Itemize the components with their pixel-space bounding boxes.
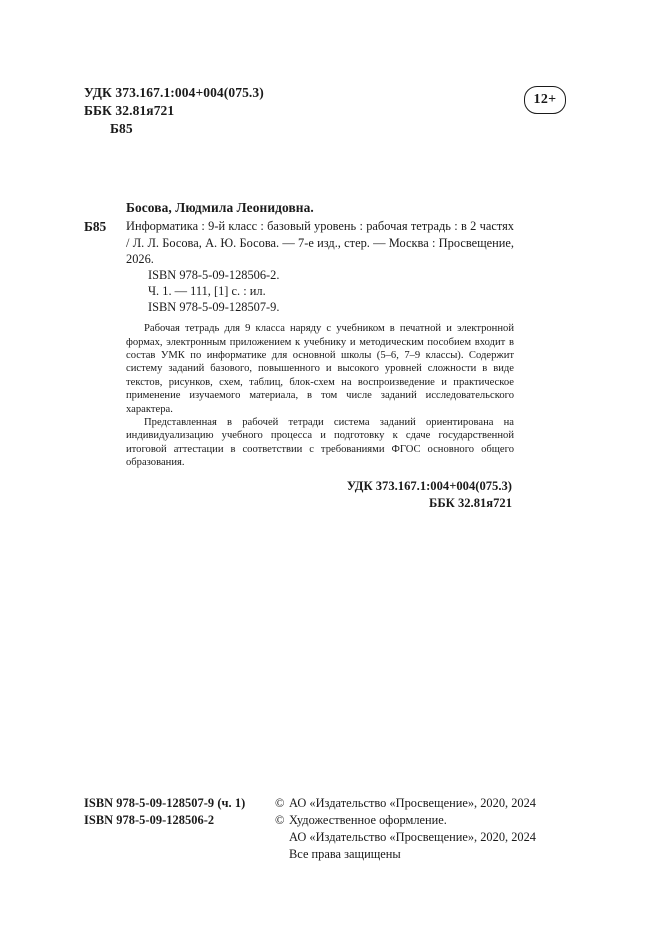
classification-block	[84, 84, 264, 137]
bbk-code: ББК 32.81я721	[84, 102, 175, 118]
rights-text: Художественное оформление.	[289, 812, 447, 827]
footer-rights-column	[275, 795, 536, 862]
age-rating-label: 12+	[533, 92, 557, 107]
annotation-paragraph-2: Представленная в рабочей тетради система заданий ориентирована на индивидуализацию учебного процесса и подготовку к сдаче государственной итоговой аттестации в соответствии с требованиями ФГОС основного общего образования.	[126, 416, 514, 469]
record-title-row	[84, 218, 514, 266]
rights-line	[275, 795, 536, 812]
record-isbn-part: ISBN 978-5-09-128507-9.	[148, 300, 280, 315]
copyright-icon: ©	[275, 796, 285, 810]
udk-code: УДК 373.167.1:004+004(075.3)	[84, 85, 264, 100]
record-volume-info: Ч. 1. — 111, [1] с. : ил.	[148, 283, 266, 298]
bbk-code-repeat: ББК 32.81я721	[429, 495, 512, 510]
rights-line	[275, 829, 536, 846]
rights-line	[275, 846, 536, 863]
footer-block	[84, 795, 536, 862]
age-rating-badge	[524, 86, 566, 114]
record-author: Босова, Людмила Леонидовна.	[126, 200, 314, 215]
record-shelf-code: Б85	[84, 219, 107, 235]
rights-text: АО «Издательство «Просвещение», 2020, 2024	[289, 829, 536, 844]
footer-isbn-part: ISBN 978-5-09-128507-9 (ч. 1)	[84, 796, 246, 810]
footer-isbn-column	[84, 795, 245, 862]
footer-isbn-set: ISBN 978-5-09-128506-2	[84, 812, 215, 827]
rights-text: Все права защищены	[289, 846, 401, 861]
shelf-code: Б85	[110, 120, 133, 136]
udk-code-repeat: УДК 373.167.1:004+004(075.3)	[346, 479, 512, 494]
rights-line	[275, 812, 536, 829]
record-title-statement: Информатика : 9-й класс : базовый уровень : рабочая тетрадь : в 2 частях / Л. Л. Босова, А. Ю. Босова. — 7-е изд., стер. — Москва : Просвещение, 2026.	[126, 219, 514, 266]
record-isbn-set: ISBN 978-5-09-128506-2.	[148, 267, 280, 282]
record-annotation	[126, 322, 514, 469]
bibliographic-record	[84, 199, 514, 511]
classification-repeat	[126, 478, 514, 511]
copyright-icon: ©	[275, 812, 285, 827]
annotation-paragraph-1: Рабочая тетрадь для 9 класса наряду с учебником в печатной и электронной формах, электронным приложением к учебнику и методическим пособием входит в состав УМК по информатике для основной школы (5–6, 7–9 классы). Содержит систему заданий базового, повышенного и высокого уровней сложности в виде текстов, рисунков, схем, таблиц, блок-схем на воспроизведение и практическое применение изучаемого материала, в том числе заданий исследовательского характера.	[126, 323, 514, 415]
rights-text: АО «Издательство «Просвещение», 2020, 2024	[289, 796, 536, 810]
